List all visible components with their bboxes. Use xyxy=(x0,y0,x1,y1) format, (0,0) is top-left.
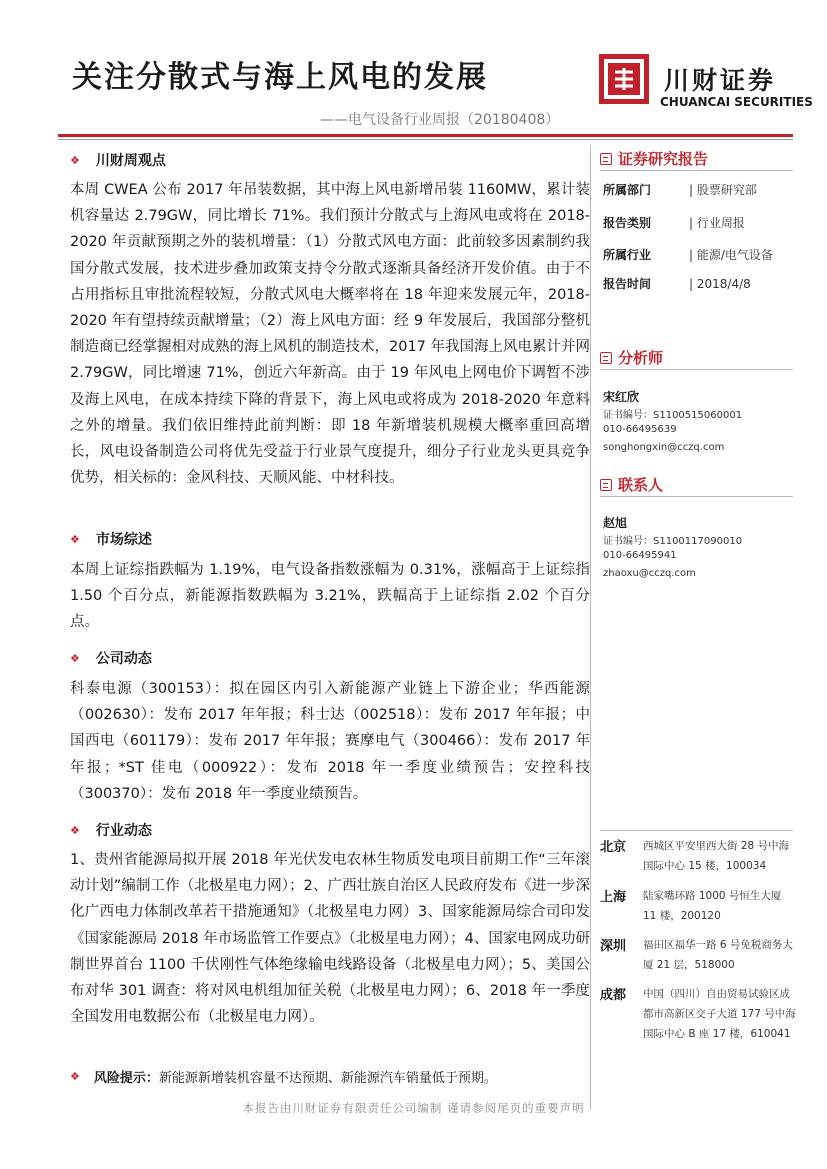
office-address: 陆家嘴环路 1000 号恒生大厦 11 楼，200120 xyxy=(643,890,782,922)
info-row-category xyxy=(603,214,803,231)
office-city: 北京 xyxy=(600,840,627,855)
offices-rule xyxy=(600,830,793,831)
section-heading-company xyxy=(70,648,152,668)
office-city: 成都 xyxy=(600,988,627,1003)
section-heading-industry xyxy=(70,820,152,840)
sidebar-rule xyxy=(600,170,793,171)
page-footer: 本报告由川财证券有限责任公司编制 谨请参阅尾页的重要声明 xyxy=(242,1101,585,1115)
header-divider-gray xyxy=(58,139,793,140)
diamond-bullet-icon: ❖ xyxy=(70,153,80,167)
info-row-date xyxy=(603,275,803,292)
risk-label: 风险提示： xyxy=(93,1071,159,1086)
analyst-email[interactable]: songhongxin@cczq.com xyxy=(603,442,725,453)
sidebar-rule xyxy=(600,496,793,497)
industry-paragraph: 1、贵州省能源局拟开展 2018 年光伏发电农林生物质发电项目前期工作“三年滚动计划”编制工作（北极星电力网）；2、广西壮族自治区人民政府发布《进一步深化广西电力体制改革若干措施通知》（北极星电力网）3、国家能源局综合司印发《国家能源局 2018 年市场监管工作要点》（北极星电力网）；4、国家电网成功研制世界首台 1100 千伏刚性气体绝缘输电线路设备（北极星电力网）；5、美国公布对华 301 调查：将对风电机组加征关税（北极星电力网）；6、2018 年一季度全国发用电数据公布（北极星电力网）。 xyxy=(70,852,590,1026)
sidebar-rule xyxy=(600,369,793,370)
analyst-phone: 010-66495639 xyxy=(603,424,677,435)
analyst-cert: 证书编号：S1100515060001 xyxy=(603,410,743,421)
info-label: 报告时间 xyxy=(603,277,652,291)
section-heading-text: 公司动态 xyxy=(95,651,152,667)
info-value: | 行业周报 xyxy=(689,216,745,230)
sidebar-divider xyxy=(590,145,591,1110)
info-value: | 能源/电气设备 xyxy=(689,248,773,262)
office-city: 深圳 xyxy=(600,939,627,954)
contact-email[interactable]: zhaoxu@cczq.com xyxy=(603,568,696,579)
contact-name: 赵旭 xyxy=(603,516,628,530)
sidebar-heading-analyst xyxy=(600,347,663,368)
info-label: 报告类别 xyxy=(603,216,652,230)
views-paragraph: 本周 CWEA 公布 2017 年吊装数据，其中海上风电新增吊装 1160MW，累计装机容量达 2.79GW，同比增长 71%。我们预计分散式与上海风电或将在 2018-2020 年贡献预期之外的装机增量：（1）分散式风电方面：此前较多因素制约我国分散式发展，技术进步叠加政策支持令分散式逐渐具备经济开发价值。由于不占用指标且审批流程较短，分散式风电大概率将在 18 年迎来发展元年，2018-2020 年有望持续贡献增量；（2）海上风电方面：经 9 年发展后，我国部分整机制造商已经掌握相对成熟的海上风机的制造技术，2017 年我国海上风电累计并网 2.79GW，同比增速 71%，创近六年新高。由于 19 年风电上网电价下调暂不涉及海上风电，在成本持续下降的背景下，海上风电或将成为 2018-2020 年意料之外的增量。我们依旧维持此前判断：即 18 年新增装机规模大概率重回高增长，风电设备制造公司将优先受益于行业景气度提升，细分子行业龙头更具竞争优势，相关标的：金风科技、天顺风能、中材科技。 xyxy=(70,182,591,487)
office-address: 中国（四川）自由贸易试验区成都市高新区交子大道 177 号中海国际中心 B 座 17 楼，610041 xyxy=(643,988,796,1040)
section-heading-text: 市场综述 xyxy=(95,532,152,548)
report-icon xyxy=(600,153,612,165)
report-subtitle: ——电气设备行业周报（20180408） xyxy=(320,112,560,128)
company-paragraph: 科泰电源（300153）：拟在园区内引入新能源产业链上下游企业；华西能源（002630）：发布 2017 年年报；科士达（002518）：发布 2017 年年报；中国西电（601179）：发布 2017 年年报；赛摩电气（300466）：发布 2017 年年报；*ST 佳电（000922）：发布 2018 年一季度业绩预告；安控科技（300370）：发布 2018 年一季度业绩预告。 xyxy=(70,681,590,802)
section-heading-views xyxy=(70,150,166,170)
info-label: 所属行业 xyxy=(603,248,652,262)
section-heading-text: 行业动态 xyxy=(95,823,152,839)
section-heading-market xyxy=(70,529,152,549)
market-paragraph: 本周上证综指跌幅为 1.19%，电气设备指数涨幅为 0.31%，涨幅高于上证综指 1.50 个百分点，新能源指数跌幅为 3.21%，跌幅高于上证综指 2.02 个百分点。 xyxy=(70,562,590,631)
sidebar-heading-text: 证券研究报告 xyxy=(618,150,709,168)
info-value: | 2018/4/8 xyxy=(689,277,751,291)
contact-cert: 证书编号：S1100117090010 xyxy=(603,536,743,547)
info-label: 所属部门 xyxy=(603,183,652,197)
office-address: 福田区福华一路 6 号免税商务大厦 21 层，518000 xyxy=(643,939,793,971)
sidebar-heading-text: 联系人 xyxy=(618,476,664,494)
contact-icon xyxy=(600,479,612,491)
diamond-bullet-icon: ❖ xyxy=(70,1070,80,1083)
analyst-icon xyxy=(600,352,612,364)
info-row-department xyxy=(603,181,803,198)
office-address: 西城区平安里西大街 28 号中海国际中心 15 楼，100034 xyxy=(643,840,790,872)
info-value: | 股票研究部 xyxy=(689,183,757,197)
logo-text-en: CHUANCAI SECURITIES xyxy=(660,95,813,109)
diamond-bullet-icon: ❖ xyxy=(70,823,80,837)
risk-text: 新能源新增装机容量不达预期、新能源汽车销量低于预期。 xyxy=(158,1071,497,1086)
info-row-industry xyxy=(603,246,803,263)
company-logo-icon xyxy=(599,54,649,104)
sidebar-heading-report xyxy=(600,148,708,169)
risk-warning xyxy=(70,1067,497,1086)
diamond-bullet-icon: ❖ xyxy=(70,651,80,665)
sidebar-heading-contact xyxy=(600,474,663,495)
report-title: 关注分散式与海上风电的发展 xyxy=(72,60,488,95)
diamond-bullet-icon: ❖ xyxy=(70,532,80,546)
logo-text-cn: 川财证券 xyxy=(664,66,777,95)
sidebar-heading-text: 分析师 xyxy=(618,349,664,367)
contact-phone: 010-66495941 xyxy=(603,550,677,561)
section-heading-text: 川财周观点 xyxy=(95,153,166,169)
office-city: 上海 xyxy=(600,890,627,905)
analyst-name: 宋红欣 xyxy=(603,390,640,404)
header-divider-red xyxy=(58,134,793,137)
